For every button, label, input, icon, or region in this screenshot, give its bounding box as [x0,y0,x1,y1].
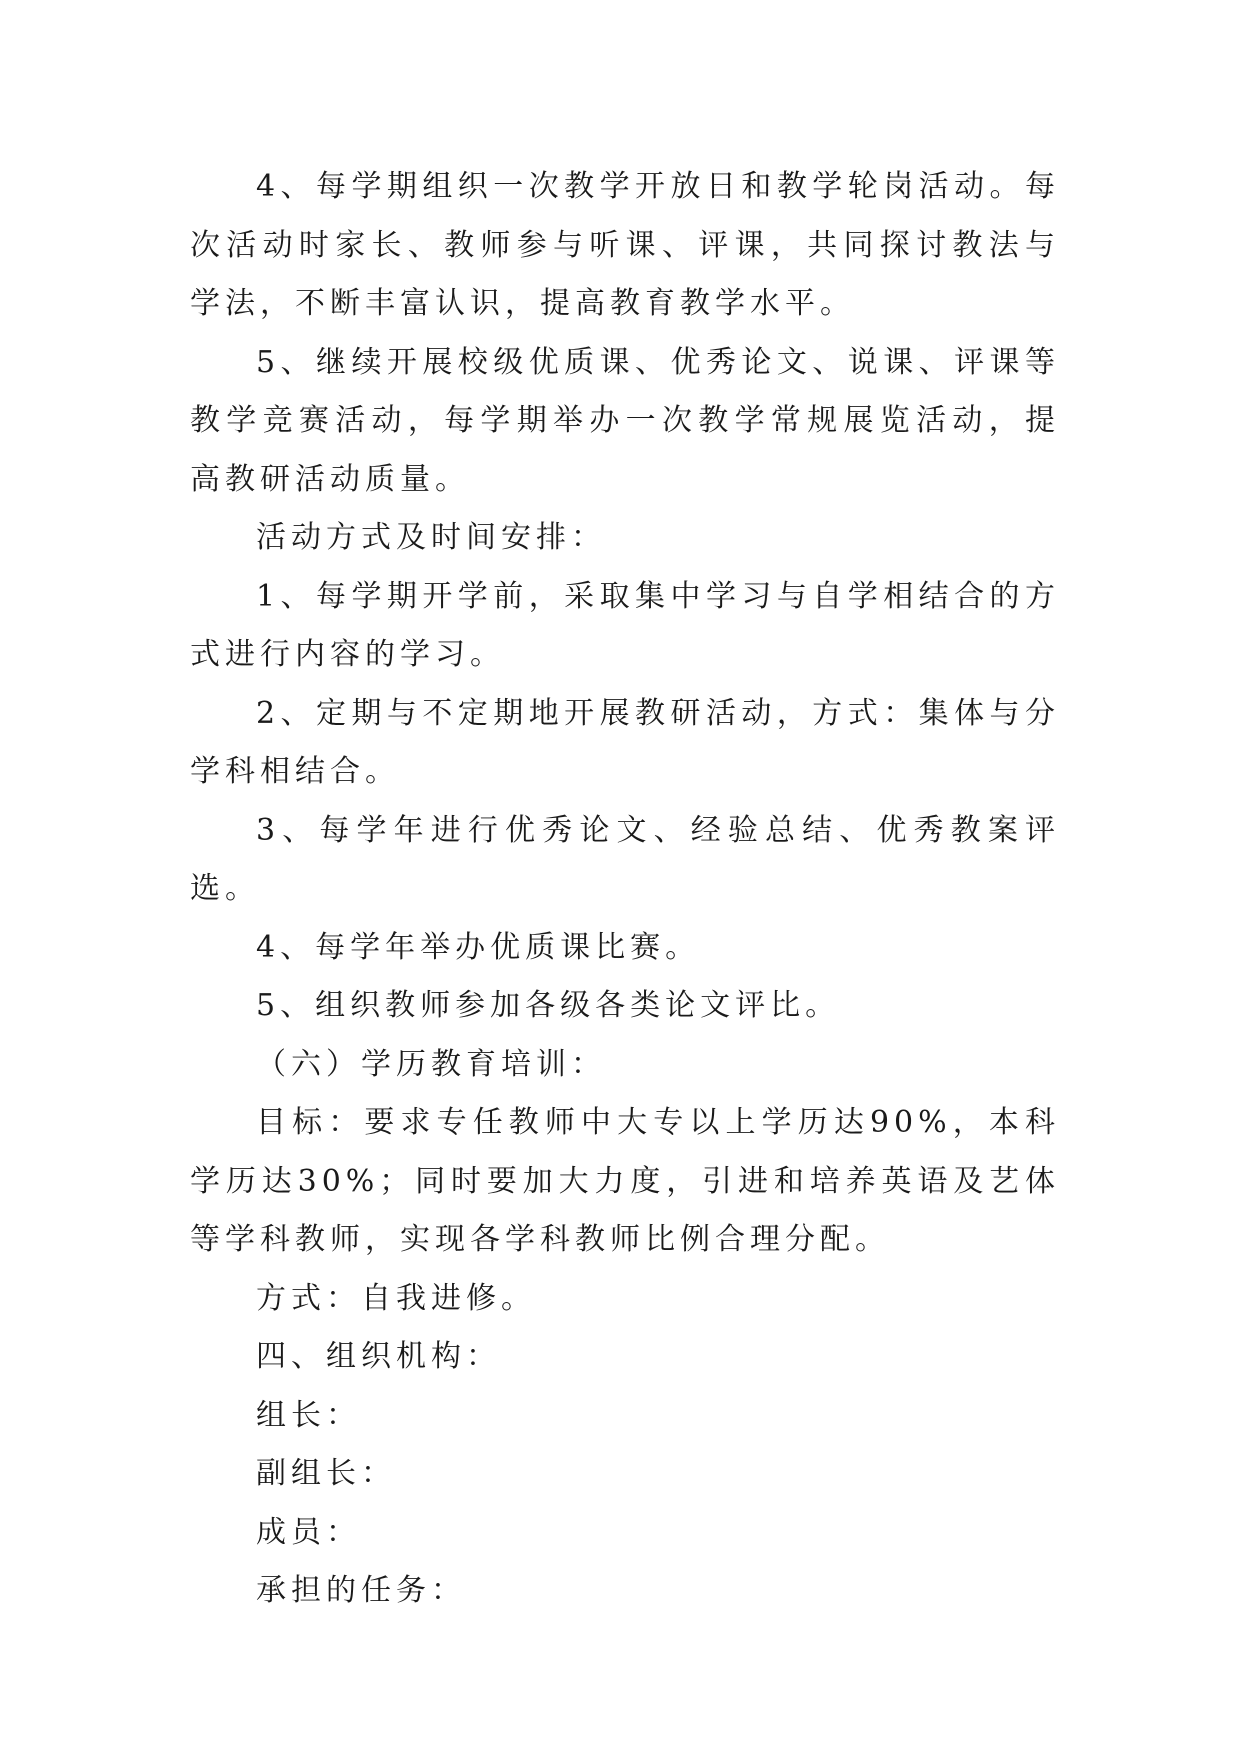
paragraph-item-4-open-day: 4、每学期组织一次教学开放日和教学轮岗活动。每次活动时家长、教师参与听课、评课，共同探讨教法与学法，不断丰富认识，提高教育教学水平。 [190,169,1060,321]
section-heading-education-training: （六）学历教育培训： [256,1046,606,1082]
paragraph-schedule-5: 5、组织教师参加各级各类论文评比。 [256,988,841,1023]
paragraph-goal: 目标：要求专任教师中大专以上学历达90%，本科学历达30%；同时要加大力度，引进和培养英语及艺体等学科教师，实现各学科教师比例合理分配。 [190,1105,1060,1257]
paragraph-schedule-1: 1、每学期开学前，采取集中学习与自学相结合的方式进行内容的学习。 [190,578,1060,672]
paragraph-schedule-2: 2、定期与不定期地开展教研活动，方式：集体与分学科相结合。 [190,695,1060,789]
paragraph-method: 方式：自我进修。 [256,1280,536,1316]
field-group-leader: 组长： [256,1397,361,1433]
field-members: 成员： [256,1514,361,1550]
document-body [190,158,1060,1621]
section-heading-activity-schedule: 活动方式及时间安排： [256,520,606,555]
section-heading-organization: 四、组织机构： [256,1339,501,1374]
field-deputy-leader: 副组长： [256,1456,396,1491]
paragraph-item-5-competition: 5、继续开展校级优质课、优秀论文、说课、评课等教学竞赛活动，每学期举办一次教学常规展览活动，提高教研活动质量。 [190,344,1060,497]
paragraph-schedule-4: 4、每学年举办优质课比赛。 [256,929,701,965]
paragraph-schedule-3: 3、每学年进行优秀论文、经验总结、优秀教案评选。 [190,812,1060,906]
field-tasks: 承担的任务： [256,1573,466,1608]
